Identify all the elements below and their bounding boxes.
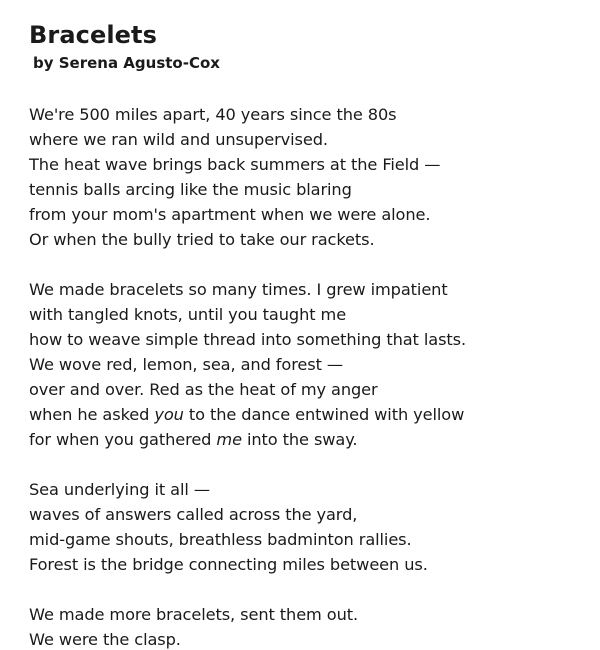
poem-line: tennis balls arcing like the music blaring <box>29 180 352 199</box>
poem-line: with tangled knots, until you taught me <box>29 305 347 324</box>
poem-line: We made bracelets so many times. I grew impatient <box>29 280 448 299</box>
poem-stanza <box>29 102 600 252</box>
poem-title: Bracelets <box>29 21 157 49</box>
poem-body <box>29 102 600 650</box>
poem-line: mid-game shouts, breathless badminton rallies. <box>29 530 412 549</box>
poem-line: We made more bracelets, sent them out. <box>29 605 359 624</box>
poem-stanza <box>29 602 600 650</box>
poem-line: We're 500 miles apart, 40 years since the 80s <box>29 105 397 124</box>
poem-line: The heat wave brings back summers at the Field — <box>29 155 441 174</box>
poem-stanza <box>29 277 600 452</box>
poem-line: over and over. Red as the heat of my anger <box>29 380 378 399</box>
poem-line: how to weave simple thread into something that lasts. <box>29 330 467 349</box>
poem-line-text: to the dance entwined with yellow <box>183 405 465 424</box>
poem-line-text: into the sway. <box>241 430 358 449</box>
poem-line: We were the clasp. <box>29 630 181 649</box>
poem-line <box>29 427 600 452</box>
poem-line-text: when he asked <box>29 405 155 424</box>
poem-line: where we ran wild and unsupervised. <box>29 130 328 149</box>
poem-byline: by Serena Agusto-Cox <box>33 54 220 72</box>
poem-line-text: for when you gathered <box>29 430 217 449</box>
poem-line-emphasis: you <box>154 405 184 424</box>
poem-line-emphasis: me <box>216 430 242 449</box>
poem-stanza <box>29 477 600 577</box>
poem-line: Forest is the bridge connecting miles between us. <box>29 555 428 574</box>
poem-line: from your mom's apartment when we were alone. <box>29 205 431 224</box>
poem-line: waves of answers called across the yard, <box>29 505 358 524</box>
poem-line: Sea underlying it all — <box>29 480 210 499</box>
poem-line: Or when the bully tried to take our rackets. <box>29 230 375 249</box>
poem-line: We wove red, lemon, sea, and forest — <box>29 355 343 374</box>
poem-line <box>29 402 600 427</box>
